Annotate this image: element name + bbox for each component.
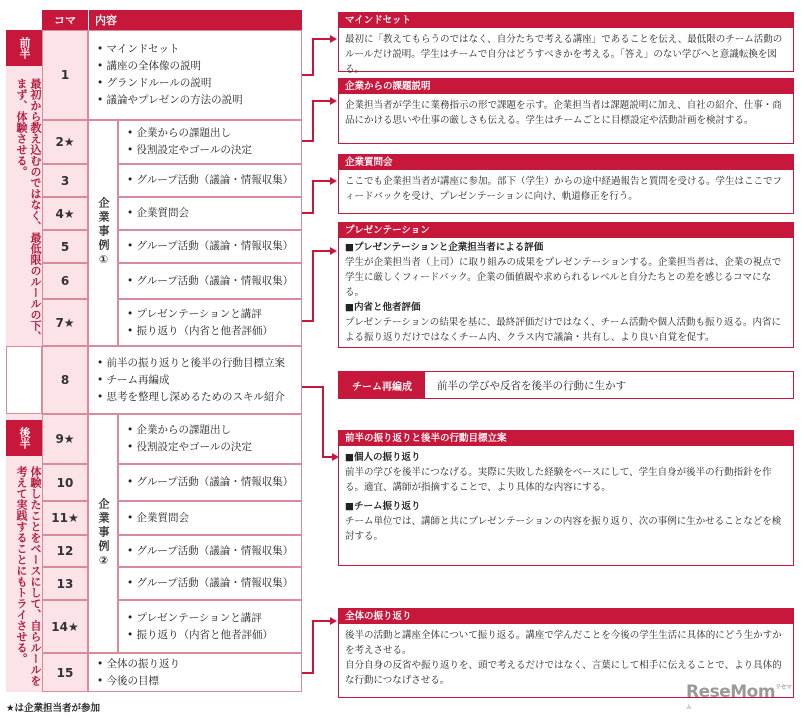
box-paragraph: 自分自身の反省や振り返りを、頭で考えるだけではなく、言葉にして相手に伝えることで、より具体的な行動につなげさせる。 (345, 660, 782, 686)
row-content (118, 299, 302, 346)
row-content (118, 600, 302, 653)
box-body: 最初に「教えてもらうのではなく、自分たちで考える講座」であることを伝え、最低限のチーム活動のルールだけ説明。学生はチームで自分はどうすべきかを考える。「答え」のない学びへと意識転換を図る。 (345, 34, 783, 75)
row-number: 3 (42, 164, 88, 197)
row-content (118, 263, 302, 299)
list-item: • 企業からの課題出し (127, 422, 301, 439)
connector-line (312, 250, 314, 322)
list-item: • 企業質問会 (127, 510, 301, 527)
presen-box (338, 222, 794, 348)
box-paragraph: 後半の活動と講座全体について振り返る。講座で学んだことを今後の学生生活に具体的にどう生かすかを考えさせる。 (345, 630, 782, 656)
box-paragraph: プレゼンテーションの結果を基に、最終評価だけではなく、チーム活動や個人活動も振り返る。内省による振り返りだけではなくチーム内、クラス内で議論・共有し、より良い自覚を促す。 (345, 317, 782, 343)
box-title: 企業質問会 (339, 155, 793, 170)
list-item: • 振り返り（内省と他者評価） (127, 627, 301, 644)
connector-line (322, 386, 324, 458)
mindset-box (338, 12, 794, 75)
arrow-icon (330, 247, 337, 255)
phase2-description: 体験したことをベースにして、自らルールを考えて実践することにもトライさせる。 (15, 466, 42, 686)
row-number: 12 (42, 535, 88, 567)
case1-label: 企業事例① (88, 120, 118, 346)
list-item: • 思考を整理し深めるためのスキル紹介 (97, 389, 301, 406)
list-item: • グループ活動（議論・情報収集） (127, 543, 301, 560)
box-paragraph: 学生が企業担当者（上司）に取り組みの成果をプレゼンテーションする。企業担当者は、企業の視点で学生に厳しくフィードバック。企業の価値観や求められるレベルと自分たちとの差を感じるコマになる。 (345, 257, 782, 298)
case2-label: 企業事例② (88, 414, 118, 653)
row-number: 15 (42, 653, 88, 692)
connector-line (312, 100, 314, 142)
row-content (88, 653, 302, 692)
box-title: プレゼンテーション (339, 223, 793, 238)
row-content (118, 197, 302, 230)
row-number: 9★ (42, 414, 88, 464)
box-title: 前半の振り返りと後半の行動目標立案 (339, 431, 793, 446)
list-item: • プレゼンテーションと講評 (127, 610, 301, 627)
list-item: • 議論やプレゼンの方法の説明 (97, 92, 301, 109)
arrow-icon (330, 617, 337, 625)
logo-text: ReseMom (686, 682, 776, 702)
box-subheading: ■ 個人の振り返り (345, 450, 787, 465)
row-content (118, 164, 302, 197)
header-content: 内容 (88, 10, 302, 30)
list-item: • プレゼンテーションと講評 (127, 306, 301, 323)
list-item: • マインドセット (97, 41, 301, 58)
row-number: 4★ (42, 197, 88, 230)
row-number: 8 (42, 346, 88, 414)
row-number: 10 (42, 464, 88, 501)
kadai-box (338, 78, 794, 144)
list-item: • 全体の振り返り (97, 656, 301, 673)
row-number: 5 (42, 230, 88, 263)
list-item: • グランドルールの説明 (97, 75, 301, 92)
list-item: • 企業質問会 (127, 205, 301, 222)
connector-line (312, 38, 314, 76)
arrow-icon (330, 97, 337, 105)
row-number: 2★ (42, 120, 88, 164)
list-item: • グループ活動（議論・情報収集） (127, 238, 301, 255)
box-title: マインドセット (339, 13, 793, 28)
row-number: 11★ (42, 501, 88, 535)
row-content (118, 567, 302, 600)
phase2-label: 後半 (6, 420, 42, 456)
row-number: 7★ (42, 299, 88, 346)
box-subheading: ■ 内省と他者評価 (345, 300, 787, 315)
row-number: 13 (42, 567, 88, 600)
box-title: 企業からの課題説明 (339, 79, 793, 94)
box-body: 企業担当者が学生に業務指示の形で課題を示す。企業担当者は課題説明に加え、自社の紹介、仕事・商品にかける思いや仕事の厳しさも伝える。学生はチームごとに目標設定や活動計画を検討する。 (345, 100, 782, 126)
box-subheading: ■ プレゼンテーションと企業担当者による評価 (345, 240, 787, 255)
connector-line (302, 386, 324, 388)
box-title: チーム再編成 (339, 372, 425, 398)
row-number: 1 (42, 30, 88, 120)
row-content (88, 30, 302, 120)
list-item: • グループ活動（議論・情報収集） (127, 575, 301, 592)
list-item: • 講座の全体像の説明 (97, 58, 301, 75)
list-item: • グループ活動（議論・情報収集） (127, 474, 301, 491)
list-item: • 今後の目標 (97, 673, 301, 690)
connector-line (312, 100, 330, 102)
furikaeri-box (338, 430, 794, 566)
box-body: ここでも企業担当者が講座に参加。部下（学生）からの途中経過報告と質問を受ける。学生はここでフィードバックを受け、プレゼンテーションに向け、軌道修正を行う。 (345, 176, 783, 202)
row-content (118, 464, 302, 501)
header-koma: コマ (42, 10, 88, 30)
box-title: 全体の振り返り (339, 609, 793, 624)
row-number: 6 (42, 263, 88, 299)
box-body: 前半の学びや反省を後半の行動に生かす (437, 379, 626, 392)
row-content (88, 346, 302, 414)
row-number: 14★ (42, 600, 88, 653)
phase1-description: 最初から教え込むのではなく、最低限のルールの下、まず、体験させる。 (15, 78, 42, 342)
list-item: • 役割設定やゴールの決定 (127, 439, 301, 456)
row-content (118, 501, 302, 535)
list-item: • 企業からの課題出し (127, 125, 301, 142)
logo-subtext: リセマム (686, 684, 792, 711)
box-paragraph: チーム単位では、講師と共にプレゼンテーションの内容を振り返り、次の事例に生かせることなどを検討する。 (345, 516, 782, 542)
box-paragraph: 前半の学びを後半につなげる。実際に失敗した経験をベースにして、学生自身が後半の行動指針を作る。適宜、講師が指摘することで、より具体的な内容にする。 (345, 467, 772, 493)
connector-line (312, 180, 314, 214)
box-subheading: ■ チーム振り返り (345, 499, 787, 514)
list-item: • 前半の振り返りと後半の行動目標立案 (97, 355, 301, 372)
row-content (118, 230, 302, 263)
row-content (118, 414, 302, 464)
phase1-label: 前半 (6, 30, 42, 66)
connector-line (322, 456, 332, 458)
list-item: • 役割設定やゴールの決定 (127, 142, 301, 159)
team-box (338, 371, 794, 399)
box-body (339, 238, 793, 349)
connector-line (312, 38, 330, 40)
resemom-logo (686, 682, 796, 711)
shitsumon-box (338, 154, 794, 214)
connector-line (312, 620, 314, 674)
connector-line (312, 180, 330, 182)
phase-gap (6, 346, 42, 414)
row-content (118, 535, 302, 567)
footnote: ★は企業担当者が参加 (6, 703, 101, 714)
box-body (339, 446, 793, 548)
list-item: • 振り返り（内省と他者評価） (127, 323, 301, 340)
list-item: • グループ活動（議論・情報収集） (127, 273, 301, 290)
list-item: • グループ活動（議論・情報収集） (127, 172, 301, 189)
connector-line (312, 620, 330, 622)
connector-line (312, 250, 330, 252)
row-content (118, 120, 302, 164)
list-item: • チーム再編成 (97, 372, 301, 389)
arrow-icon (330, 177, 337, 185)
arrow-icon (330, 35, 337, 43)
